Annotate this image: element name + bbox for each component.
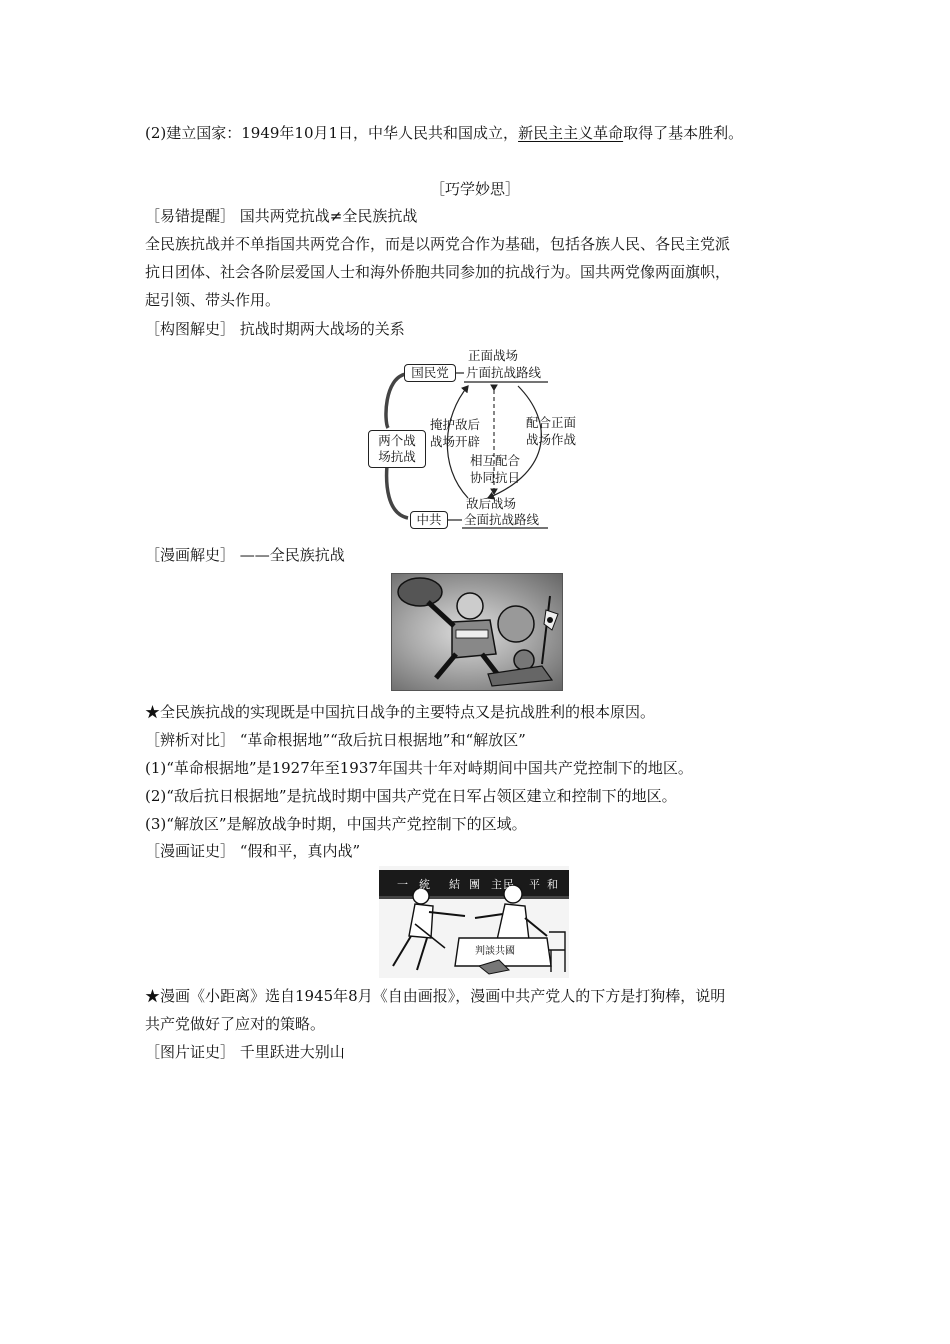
banner-char: 和 bbox=[547, 878, 558, 891]
comic-explanation-2: 共产党做好了应对的策略。 bbox=[145, 1015, 326, 1033]
text: 取得了基本胜利。 bbox=[623, 124, 744, 142]
text: (2)建立国家：1949年10月1日，中华人民共和国成立， bbox=[145, 124, 519, 142]
table-sign: 判談共國 bbox=[475, 946, 515, 957]
rear-battlefield-label: 敌后战场 bbox=[466, 496, 517, 511]
comic-fake-peace bbox=[379, 866, 569, 978]
compare-item-3: (3)“解放区”是解放战争时期，中国共产党控制下的区域。 bbox=[145, 815, 527, 833]
full-route-label: 全面抗战路线 bbox=[464, 512, 540, 527]
banner-char: 平 bbox=[529, 878, 540, 891]
conclusion-national-resistance: ★全民族抗战的实现既是中国抗日战争的主要特点又是抗战胜利的根本原因。 bbox=[145, 703, 656, 721]
compare-item-1: (1)“革命根据地”是1927年至1937年国共十年对峙期间中国共产党控制下的地区。 bbox=[145, 759, 693, 777]
middle-label-2: 协同抗日 bbox=[470, 470, 521, 485]
compare-title: ［辨析对比］ “革命根据地”“敌后抗日根据地”和“解放区” bbox=[145, 731, 526, 749]
left-arrow-label-1: 掩护敌后 bbox=[430, 417, 481, 432]
right-arrow-label-2: 战场作战 bbox=[526, 432, 577, 447]
ccp-box: 中共 bbox=[410, 511, 448, 529]
comic-title-2: ［漫画证史］ “假和平，真内战” bbox=[145, 842, 361, 860]
underlined-term: 新民主主义革命 bbox=[518, 124, 624, 142]
banner-char: 主 bbox=[491, 878, 502, 891]
diagram-title: ［构图解史］ 抗战时期两大战场的关系 bbox=[145, 320, 405, 338]
left-arrow-label-2: 战场开辟 bbox=[430, 434, 481, 449]
compare-item-2: (2)“敌后抗日根据地”是抗战时期中国共产党在日军占领区建立和控制下的地区。 bbox=[145, 787, 677, 805]
center-box bbox=[368, 430, 426, 468]
tip-text-2: 抗日团体、社会各阶层爱国人士和海外侨胞共同参加的抗战行为。国共两党像两面旗帜， bbox=[145, 263, 731, 281]
comic-national-resistance-drawing bbox=[392, 574, 562, 690]
center-line-2: 场抗战 bbox=[378, 449, 416, 464]
right-arrow-label-1: 配合正面 bbox=[526, 415, 577, 430]
kmt-box: 国民党 bbox=[404, 364, 456, 382]
banner-char: 結 bbox=[449, 878, 460, 891]
banner-char: 團 bbox=[469, 878, 480, 891]
banner-char: 民 bbox=[503, 878, 514, 891]
center-line-1: 两个战 bbox=[378, 433, 416, 448]
partial-route-label: 片面抗战路线 bbox=[466, 365, 542, 380]
paragraph-establish-state bbox=[145, 122, 810, 144]
middle-label-1: 相互配合 bbox=[470, 453, 521, 468]
comic-national-resistance bbox=[391, 573, 563, 691]
comic-title-1: ［漫画解史］ ——全民族抗战 bbox=[145, 546, 345, 564]
section-heading: ［巧学妙思］ bbox=[429, 180, 520, 198]
tip-text-3: 起引领、带头作用。 bbox=[145, 291, 281, 309]
comic-explanation-1: ★漫画《小距离》选自1945年8月《自由画报》，漫画中共产党人的下方是打狗棒，说明 bbox=[145, 987, 726, 1005]
banner-char: 一 bbox=[397, 878, 408, 891]
comic-banner bbox=[379, 873, 569, 895]
tip-title: ［易错提醒］ 国共两党抗战≠全民族抗战 bbox=[145, 207, 418, 225]
frontal-battlefield-label: 正面战场 bbox=[468, 348, 519, 363]
banner-char: 統 bbox=[419, 878, 430, 891]
tip-text-1: 全民族抗战并不单指国共两党合作，而是以两党合作为基础，包括各族人民、各民主党派 bbox=[145, 235, 731, 253]
battlefield-diagram bbox=[368, 346, 577, 532]
photo-title: ［图片证史］ 千里跃进大别山 bbox=[145, 1043, 345, 1061]
